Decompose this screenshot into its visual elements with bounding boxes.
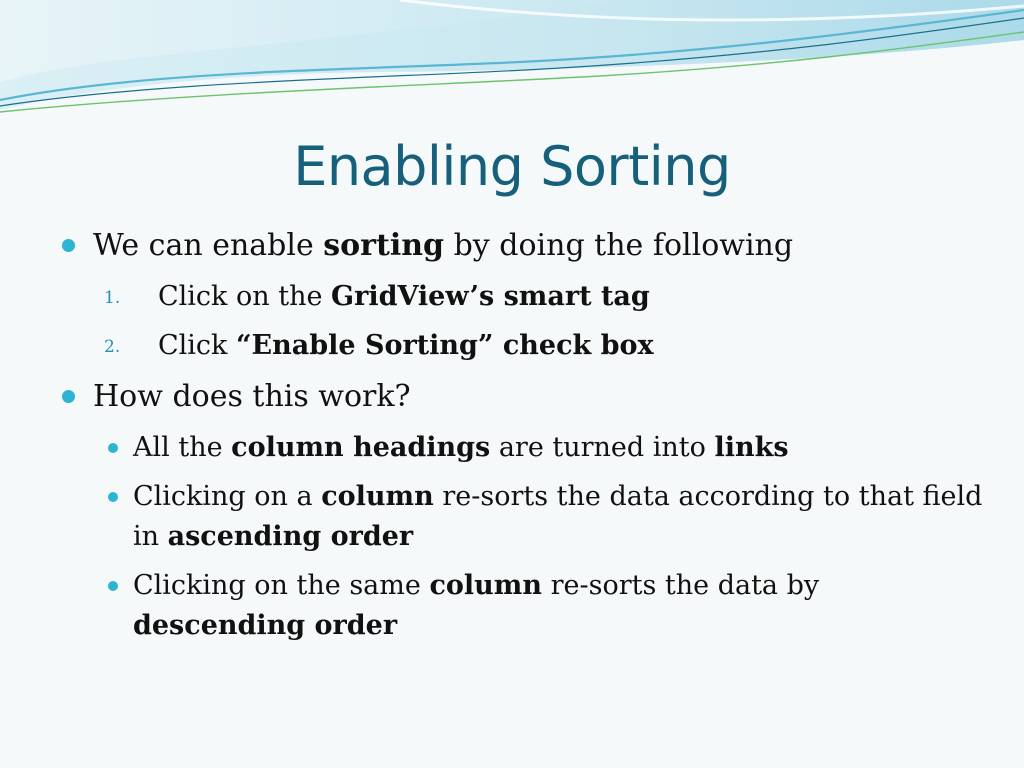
bullet-item: How does this work? bbox=[93, 379, 411, 414]
bullet-dot-icon bbox=[62, 390, 75, 403]
sub-bullet-dot-icon bbox=[108, 443, 118, 453]
step-number: 2. bbox=[104, 337, 121, 357]
sub-bullet-dot-icon bbox=[108, 492, 118, 502]
sub-bullet-item: Clicking on a column re-sorts the data according to that field in ascending order bbox=[133, 481, 983, 552]
sub-bullet-item: Clicking on the same column re-sorts the data by descending order bbox=[133, 570, 820, 641]
bullet-item: We can enable sorting by doing the following bbox=[93, 228, 794, 263]
step-item: Click “Enable Sorting” check box bbox=[158, 330, 654, 361]
sub-bullet-dot-icon bbox=[108, 581, 118, 591]
step-item: Click on the GridView’s smart tag bbox=[158, 281, 650, 312]
slide-title: Enabling Sorting bbox=[293, 135, 731, 198]
sub-bullet-item: All the column headings are turned into links bbox=[133, 432, 789, 463]
bullet-dot-icon bbox=[62, 239, 75, 252]
step-number: 1. bbox=[104, 288, 121, 308]
